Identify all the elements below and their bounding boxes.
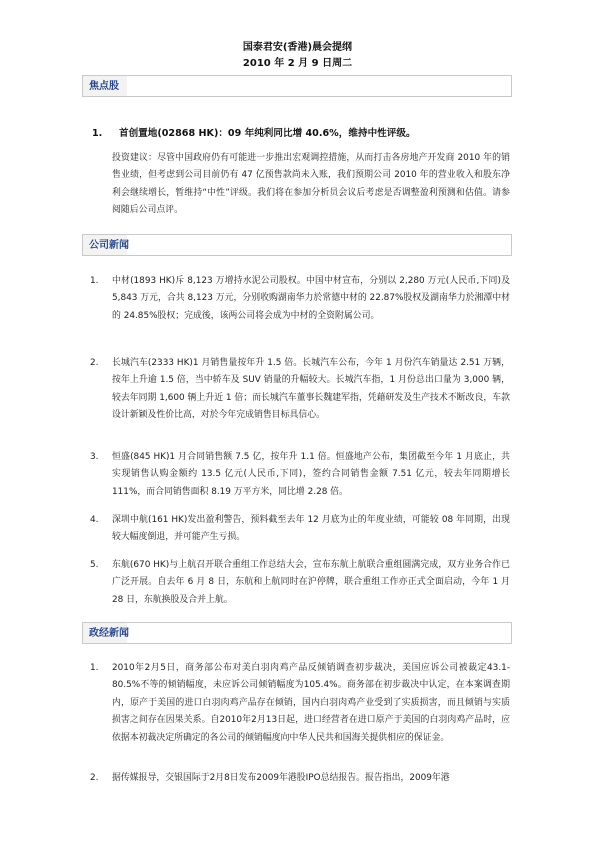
company-item-text: 中材(1893 HK)斥 8,123 万增持水泥公司股权。中国中材宣布，分别以 2,280 万元(人民币,下同)及 5,843 万元，合共 8,123 万元，分别收购湖南华力於常德中材的 22.87%股权及湖南华力於湘潭中材的 24.85%股权；完成後，该两公司将会成为中材的全资附属公司。 — [112, 276, 510, 321]
section-label: 焦点股 — [89, 81, 119, 92]
company-item-number: 2. — [90, 358, 99, 368]
policy-item-text: 据传媒报导，交银国际于2月8日发布2009年港股IPO总结报告。报告指出，2009年港 — [112, 773, 450, 783]
report-title: 国泰君安(香港)晨会提纲 — [242, 42, 353, 53]
section-header-policy — [82, 622, 512, 644]
section-label: 政经新闻 — [89, 628, 129, 639]
company-item-text: 东航(670 HK)与上航召开联合重组工作总结大会，宣布东航上航联合重组圆满完成，双方业务合作已广泛开展。自去年 6 月 8 日，东航和上航同时在沪停牌，联合重组工作亦正式全面启动，今年 1 月 28 日，东航换股及合并上航。 — [112, 560, 510, 605]
section-label: 公司新闻 — [89, 240, 129, 251]
policy-item-number: 1. — [90, 663, 99, 673]
section-header-focus — [82, 75, 512, 97]
report-date: 2010 年 2 月 9 日周二 — [242, 58, 353, 69]
company-item-text: 深圳中航(161 HK)发出盈利警告，预料截至去年 12 月底为止的年度业绩，可能较 08 年同期，出现较大幅度倒退，并可能产生亏损。 — [112, 515, 510, 543]
section-header-company — [82, 234, 512, 256]
policy-item-text: 2010年2月5日，商务部公布对美白羽肉鸡产品反倾销调查初步裁决，美国应诉公司被裁定43.1-80.5%不等的倾销幅度，未应诉公司倾销幅度为105.4%。商务部在初步裁决中认定，在本案调查期内，原产于美国的进口白羽肉鸡产品存在倾销，国内白羽肉鸡产业受到了实质损害，而且倾销与实质损害之间存在因果关系。自2010年2月13日起，进口经营者在进口原产于美国的白羽肉鸡产品时，应依据本初裁决定所确定的各公司的倾销幅度向中华人民共和国海关提供相应的保证金。 — [112, 663, 510, 743]
policy-item-number: 2. — [90, 773, 99, 783]
focus-headline-number: 1. — [92, 128, 103, 139]
company-item-number: 1. — [90, 276, 99, 286]
focus-body: 投资建议：尽管中国政府仍有可能进一步推出宏观调控措施，从而打击各房地产开发商 2010 年的销售业绩，但考虑到公司目前仍有 47 亿预售款尚未入账，我们预期公司 2010 年的营业收入和股东净利会继续增长，暂维持“中性”评级。我们将在参加分析员会议后考虑是否调整盈利预测和估值。请参阅随后公司点评。 — [112, 153, 510, 216]
company-item-number: 5. — [90, 560, 99, 570]
company-item-text: 长城汽车(2333 HK)1 月销售量按年升 1.5 倍。长城汽车公布，今年 1 月份汽车销量达 2.51 万辆，按年上升逾 1.5 倍，当中轿车及 SUV 销量的升幅较大。长城汽车指，1 月份总出口量为 3,000 辆，较去年同期 1,600 辆上升近 1 倍；而长城汽车董事长魏建军指，凭藉研发及生产技术不断改良，车款设计新颖及性价比高，对於今年完成销售目标具信心。 — [112, 358, 510, 421]
company-item-text: 恒盛(845 HK)1 月合同销售额 7.5 亿，按年升 1.1 倍。恒盛地产公布，集团截至今年 1 月底止，共实现销售认购金额约 13.5 亿元(人民币,下同)，签约合同销售金额 7.51 亿元，较去年同期增长 111%，而合同销售面积 8.19 万平方米，同比增 2.28 倍。 — [112, 452, 510, 497]
company-item-number: 4. — [90, 515, 99, 525]
company-item-number: 3. — [90, 452, 99, 462]
focus-headline-text: 首创置地(02868 HK)：09 年纯利同比增 40.6%，维持中性评级。 — [119, 128, 416, 139]
